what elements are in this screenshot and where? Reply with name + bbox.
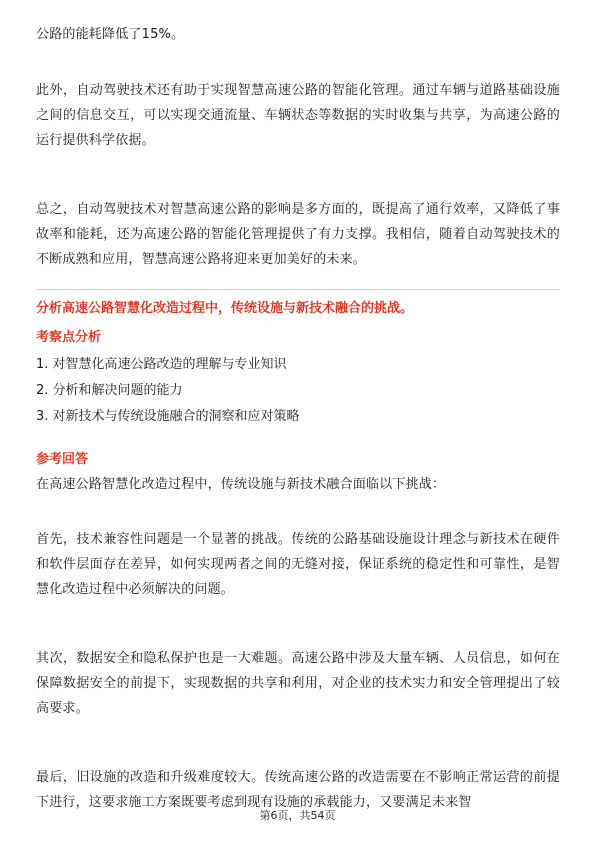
paragraph-intelligent-management: 此外，自动驾驶技术还有助于实现智慧高速公路的智能化管理。通过车辆与道路基础设施之间的信息交互，可以实现交通流量、车辆状态等数据的实时收集与共享，为高速公路的运行提供科学依据。 (36, 83, 560, 148)
exam-points-heading: 考察点分析 (36, 330, 102, 345)
paragraph-conclusion: 总之，自动驾驶技术对智慧高速公路的影响是多方面的，既提高了通行效率，又降低了事故率和能耗，还为高速公路的智能化管理提供了有力支撑。我相信，随着自动驾驶技术的不断成熟和应用，智慧高速公路将迎来更加美好的未来。 (36, 202, 560, 267)
exam-point-item: 1. 对智慧化高速公路改造的理解与专业知识 (36, 357, 287, 372)
answer-paragraph-retrofit: 最后，旧设施的改造和升级难度较大。传统高速公路的改造需要在不影响正常运营的前提下进行，这要求施工方案既要考虑到现有设施的承载能力，又要满足未来智 (36, 770, 560, 810)
exam-points-list (36, 352, 560, 430)
question-title: 分析高速公路智慧化改造过程中，传统设施与新技术融合的挑战。 (36, 301, 414, 316)
section-divider (36, 289, 560, 290)
paragraph-energy-reduction: 公路的能耗降低了15%。 (36, 27, 185, 42)
exam-point-item: 3. 对新技术与传统设施融合的洞察和应对策略 (36, 409, 300, 424)
answer-paragraph-data-security: 其次，数据安全和隐私保护也是一大难题。高速公路中涉及大量车辆、人员信息，如何在保障数据安全的前提下，实现数据的共享和利用，对企业的技术实力和安全管理提出了较高要求。 (36, 651, 560, 716)
answer-heading: 参考回答 (36, 452, 89, 467)
exam-point-item: 2. 分析和解决问题的能力 (36, 383, 183, 398)
answer-intro: 在高速公路智慧化改造过程中，传统设施与新技术融合面临以下挑战： (36, 477, 446, 492)
answer-paragraph-compatibility: 首先，技术兼容性问题是一个显著的挑战。传统的公路基础设施设计理念与新技术在硬件和软件层面存在差异，如何实现两者之间的无缝对接，保证系统的稳定性和可靠性，是智慧化改造过程中必须解决的问题。 (36, 532, 560, 597)
page-number: 第6页，共54页 (259, 809, 336, 822)
